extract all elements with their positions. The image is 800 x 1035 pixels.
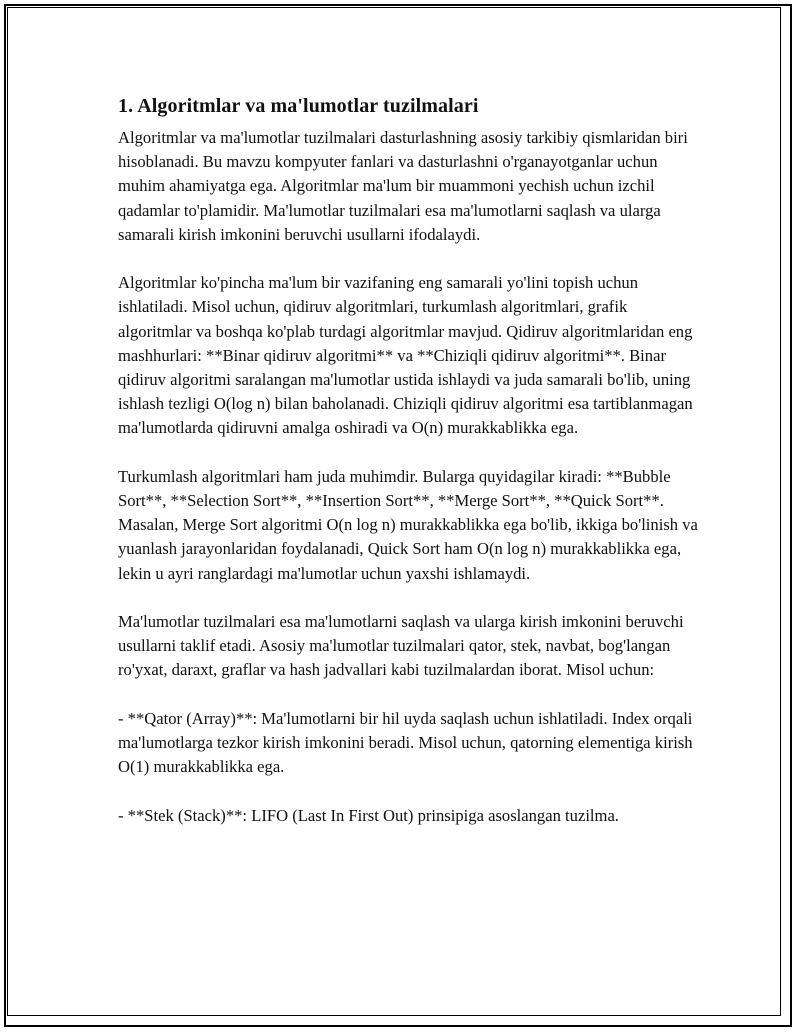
document-title: 1. Algoritmlar va ma'lumotlar tuzilmalari (118, 95, 479, 117)
paragraph-search-algorithms: Algoritmlar ko'pincha ma'lum bir vazifaning eng samarali yo'lini topish uchun ishlatiladi. Misol uchun, qidiruv algoritmlari, turkumlash algoritmlari, grafik algoritmlar va boshqa ko'plab turdagi algoritmlar mavjud. Qidiruv algoritmlaridan eng mashhurlari: **Binar qidiruv algoritmi** va **Chiziqli qidiruv algoritmi**. Binar qidiruv algoritmi saralangan ma'lumotlar ustida ishlaydi va juda samarali bo'lib, uning ishlash tezligi O(log n) bilan baholanadi. Chiziqli qidiruv algoritmi esa tartiblanmagan ma'lumotlarda qidiruvni amalga oshiradi va O(n) murakkablikka ega. (118, 273, 693, 438)
list-item-stack: - **Stek (Stack)**: LIFO (Last In First Out) prinsipiga asoslangan tuzilma. (118, 805, 619, 825)
paragraph-sorting-algorithms: Turkumlash algoritmlari ham juda muhimdir. Bularga quyidagilar kiradi: **Bubble Sort**, **Selection Sort**, **Insertion Sort**, **Merge Sort**, **Quick Sort**. Masalan, Merge Sort algoritmi O(n log n) murakkablikka ega bo'lib, ikkiga bo'linish va yuanlash jarayonlaridan foydalanadi, Quick Sort ham O(n log n) murakkablikka ega, lekin u ayri ranglardagi ma'lumotlar uchun yaxshi ishlamaydi. (118, 466, 698, 583)
document-body (118, 92, 703, 852)
list-item-array: - **Qator (Array)**: Ma'lumotlarni bir hil uyda saqlash uchun ishlatiladi. Index orqali ma'lumotlarga tezkor kirish imkonini beradi. Misol uchun, qatorning elementiga kirish O(1) murakkablikka ega. (118, 708, 693, 777)
paragraph-data-structures: Ma'lumotlar tuzilmalari esa ma'lumotlarni saqlash va ularga kirish imkonini beruvchi usullarni taklif etadi. Asosiy ma'lumotlar tuzilmalari qator, stek, navbat, bog'langan ro'yxat, daraxt, graflar va hash jadvallari kabi tuzilmalardan iborat. Misol uchun: (118, 612, 684, 680)
paragraph-intro: Algoritmlar va ma'lumotlar tuzilmalari dasturlashning asosiy tarkibiy qismlaridan biri hisoblanadi. Bu mavzu kompyuter fanlari va dasturlashni o'rganayotganlar uchun muhim ahamiyatga ega. Algoritmlar ma'lum bir muammoni yechish uchun izchil qadamlar to'plamidir. Ma'lumotlar tuzilmalari esa ma'lumotlarni saqlash va ularga samarali kirish imkonini beruvchi usullarni ifodalaydi. (118, 128, 688, 244)
